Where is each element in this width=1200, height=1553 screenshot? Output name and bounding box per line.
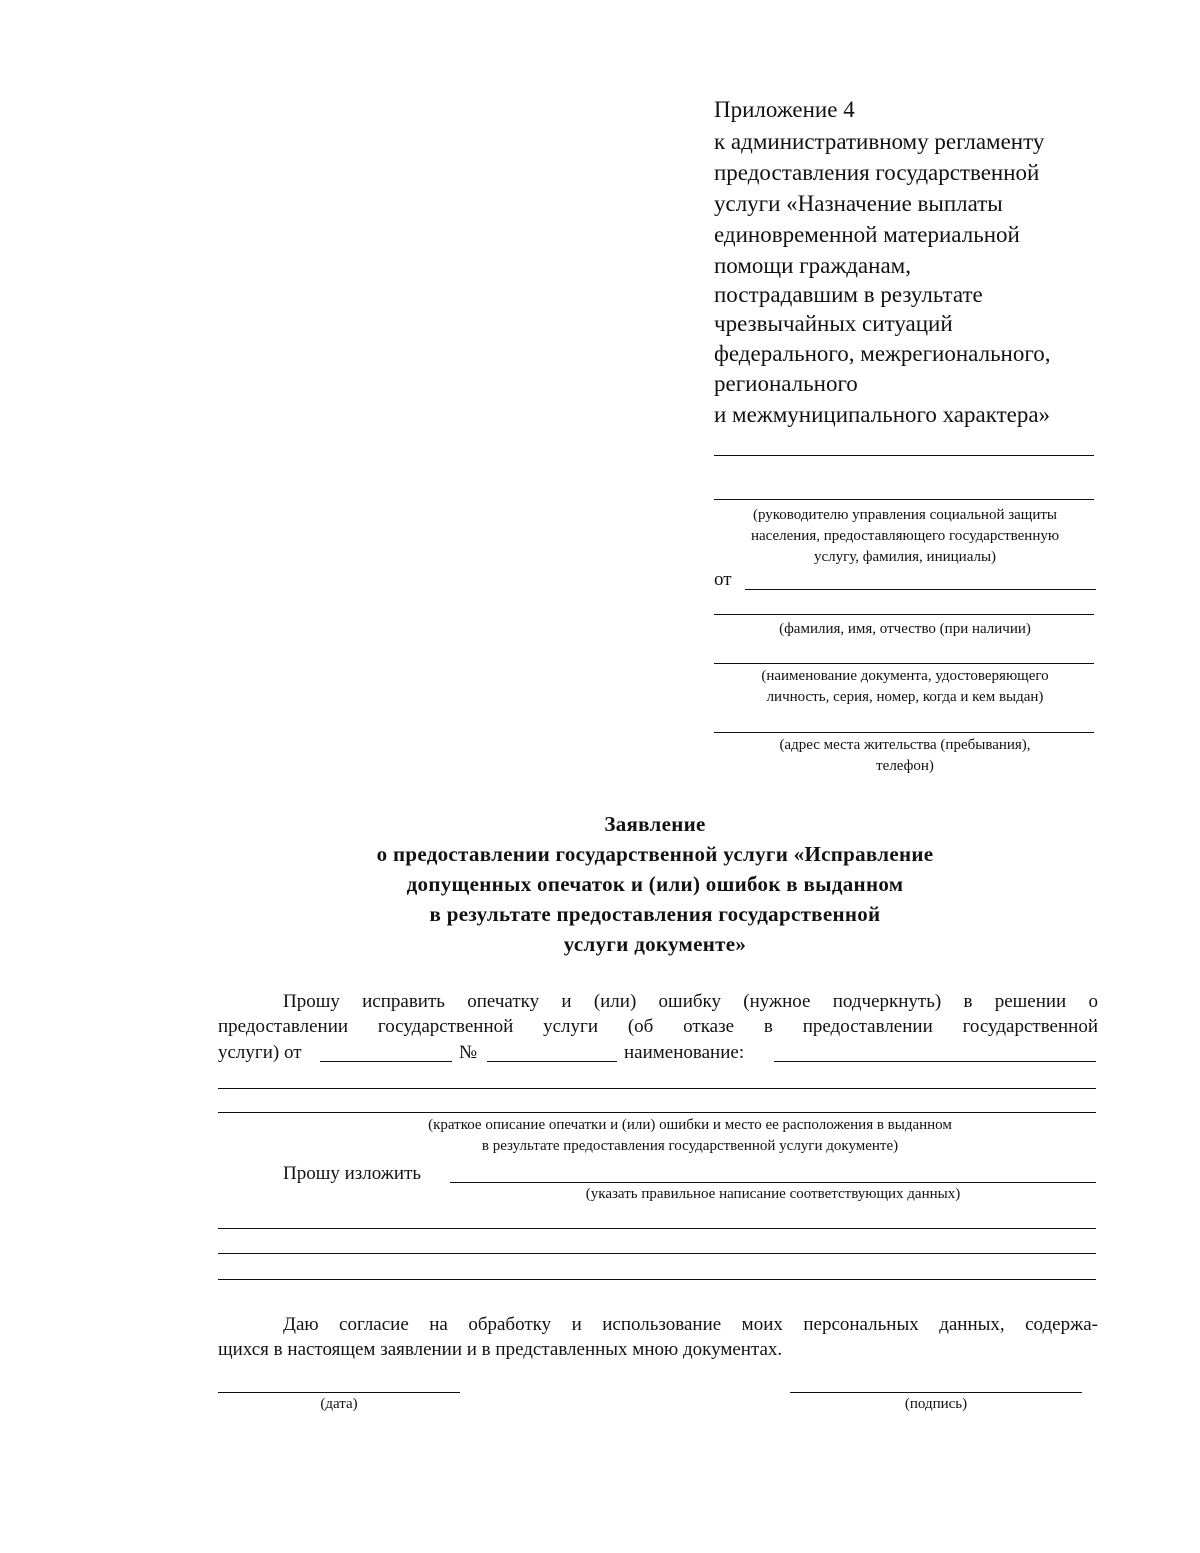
consent-text: Даю согласие на обработку и использование моих персональных данных, содержа-	[283, 1314, 1098, 1335]
correct-data-field[interactable]	[218, 1228, 1096, 1229]
hint-line: населения, предоставляющего государственную	[750, 528, 1060, 544]
address-field[interactable]	[714, 732, 1094, 733]
error-description-hint	[300, 1115, 1080, 1157]
signature-label: (подпись)	[904, 1396, 968, 1412]
request-date-label: услуги) от	[218, 1042, 302, 1063]
decision-date-field[interactable]	[320, 1061, 452, 1062]
decision-name-field[interactable]	[774, 1061, 1096, 1062]
hint-line: услугу, фамилия, инициалы)	[813, 549, 997, 565]
hint-line: (наименование документа, удостоверяющего	[761, 668, 1049, 684]
appendix-line: федерального, межрегионального,	[714, 341, 1051, 366]
document-title-line: услуги документе»	[563, 932, 747, 956]
request-name-label: наименование:	[624, 1042, 745, 1063]
fio-field[interactable]	[714, 614, 1094, 615]
error-description-field[interactable]	[218, 1112, 1096, 1113]
document-title-line: о предоставлении государственной услуги «Исправление	[376, 842, 934, 866]
signature-field[interactable]	[790, 1392, 1082, 1393]
address-hint	[700, 735, 1110, 777]
fio-hint: (фамилия, имя, отчество (при наличии)	[779, 621, 1031, 637]
from-field[interactable]	[745, 589, 1096, 590]
correct-data-field[interactable]	[450, 1182, 1096, 1183]
appendix-line: единовременной материальной	[714, 222, 1020, 247]
correct-data-field[interactable]	[218, 1253, 1096, 1254]
document-title: Заявление	[604, 812, 706, 836]
appendix-line: помощи гражданам,	[714, 253, 911, 278]
appendix-number: Приложение 4	[714, 97, 855, 122]
appendix-line: регионального	[714, 371, 858, 396]
hint-line: (руководителю управления социальной защиты	[752, 507, 1058, 523]
addressee-hint	[700, 505, 1110, 568]
appendix-line: к административному регламенту	[714, 129, 1045, 154]
decision-number-field[interactable]	[487, 1061, 617, 1062]
hint-line: телефон)	[876, 758, 934, 774]
correct-data-hint: (указать правильное написание соответствующих данных)	[585, 1186, 961, 1202]
id-document-field[interactable]	[714, 663, 1094, 664]
addressee-line	[714, 455, 1094, 456]
addressee-line	[714, 499, 1094, 500]
request-text: Прошу исправить опечатку и (или) ошибку (нужное подчеркнуть) в решении о	[283, 991, 1098, 1012]
request-text: предоставлении государственной услуги (об отказе в предоставлении государственной	[218, 1016, 1098, 1037]
error-description-field[interactable]	[218, 1088, 1096, 1089]
appendix-line: услуги «Назначение выплаты	[714, 191, 1003, 216]
from-label: от	[714, 569, 732, 590]
request-number-label: №	[459, 1042, 478, 1063]
correct-data-field[interactable]	[218, 1279, 1096, 1280]
appendix-line: пострадавшим в результате	[714, 282, 983, 307]
document-title-line: в результате предоставления государственной	[429, 902, 881, 926]
hint-line: в результате предоставления государственной услуги документе)	[481, 1138, 899, 1154]
hint-line: личность, серия, номер, когда и кем выдан)	[766, 689, 1044, 705]
hint-line: (адрес места жительства (пребывания),	[779, 737, 1031, 753]
date-field[interactable]	[218, 1392, 460, 1393]
state-label: Прошу изложить	[283, 1163, 422, 1184]
id-document-hint	[700, 666, 1110, 708]
hint-line: (краткое описание опечатки и (или) ошибки и место ее расположения в выданном	[428, 1117, 952, 1133]
appendix-line: и межмуниципального характера»	[714, 402, 1051, 427]
document-title-line: допущенных опечаток и (или) ошибок в выданном	[406, 872, 904, 896]
date-label: (дата)	[320, 1396, 358, 1412]
appendix-line: предоставления государственной	[714, 160, 1040, 185]
appendix-line: чрезвычайных ситуаций	[714, 311, 953, 336]
consent-text: щихся в настоящем заявлении и в представленных мною документах.	[218, 1339, 783, 1360]
